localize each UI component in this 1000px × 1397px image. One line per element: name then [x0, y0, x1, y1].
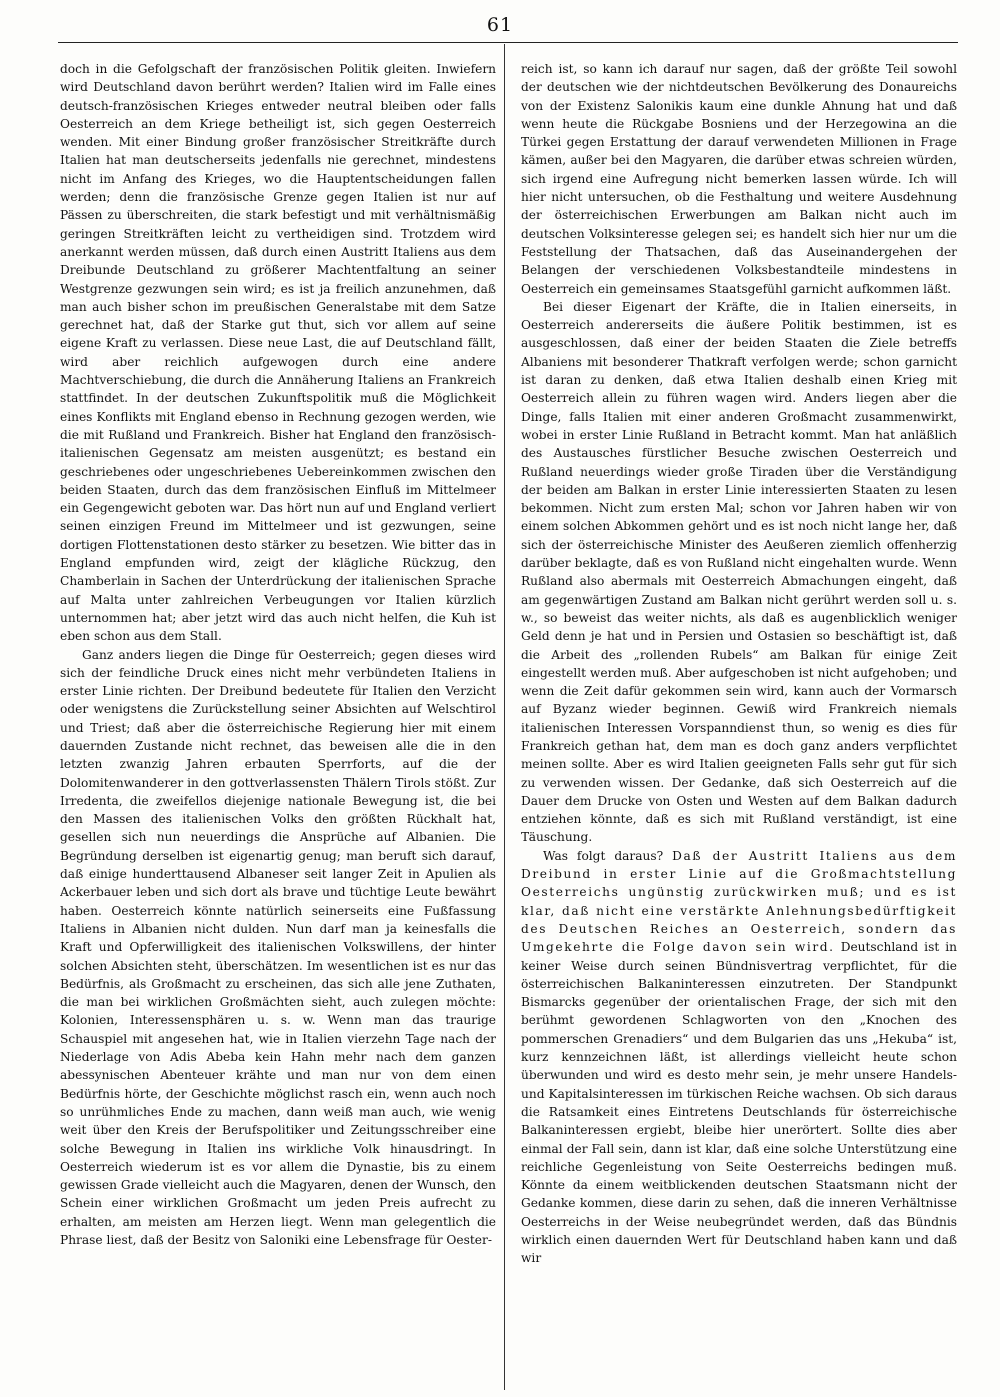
paragraph: [521, 847, 957, 1268]
right-column: [521, 60, 957, 1388]
page-number: 61: [486, 14, 514, 36]
paragraph: Ganz anders liegen die Dinge für Oesterreich; gegen dieses wird sich der feindliche Druck eines nicht mehr verbündeten Italiens in erster Linie richten. Der Dreibund bedeutete für Italien den Verzicht oder wenigstens die Zurückstellung seiner Absichten auf Welschtirol und Triest; daß aber die österreichische Regierung hier mit einem dauernden Zustande nicht rechnet, das beweisen alle die in den letzten zwanzig Jahren erbauten Sperrforts, auf die der Dolomitenwanderer in den gottverlassensten Thälern Tirols stößt. Zur Irredenta, die zweifellos diejenige nationale Bewegung ist, die bei den Massen des italienischen Volks den größten Rückhalt hat, gesellen sich nun neuerdings die Ansprüche auf Albanien. Die Begründung derselben ist eigenartig genug; man beruft sich darauf, daß einige hunderttausend Albaneser seit langer Zeit in Apulien als Ackerbauer leben und sich dort als brave und tüchtige Leute bewährt haben. Oesterreich könnte natürlich seinerseits eine Fußfassung Italiens in Albanien nicht dulden. Nun darf man ja keinesfalls die Kraft und Opferwilligkeit des italienischen Volkswillens, der hinter solchen Absichten steht, überschätzen. Im wesentlichen ist es nur das Bedürfnis, als Großmacht zu erscheinen, das sich alle jene Zuthaten, die man bei wirklichen Großmächten sieht, auch zulegen möchte: Kolonien, Interessensphären u. s. w. Wenn man das traurige Schauspiel mit angesehen hat, wie in Italien vierzehn Tage nach der Niederlage von Adis Abeba kein Hahn mehr nach dem ganzen abessynischen Abenteuer krähte und man nur von dem einen Bedürfnis hörte, der Geschichte möglichst rasch ein, wenn auch noch so unrühmliches Ende zu machen, dann weiß man auch, wie wenig weit über den Kreis der Berufspolitiker und Zeitungsschreiber eine solche Bewegung in Italien ins wirkliche Volk hinausdringt. In Oesterreich wiederum ist es vor allem die Dynastie, bis zu einem gewissen Grade vielleicht auch die Magyaren, denen der Wunsch, den Schein einer wirklichen Großmacht um jeden Preis aufrecht zu erhalten, am meisten am Herzen liegt. Wenn man gelegentlich die Phrase liest, daß der Besitz von Saloniki eine Lebensfrage für Oester-: [60, 647, 496, 1247]
paragraph: Bei dieser Eigenart der Kräfte, die in Italien einerseits, in Oesterreich andererseits die äußere Politik bestimmen, ist es ausgeschlossen, daß einer der beiden Staaten die Ziele betreffs Albaniens mit besonderer Thatkraft verfolgen werde; schon garnicht ist daran zu denken, daß etwa Italien deshalb einen Krieg mit Oesterreich allein zu führen wagen wird. Anders liegen aber die Dinge, falls Italien mit einer anderen Großmacht zusammenwirkt, wobei in erster Linie Rußland in Betracht kommt. Man hat anläßlich des Austausches fürstlicher Besuche zwischen Oesterreich und Rußland neuerdings wieder große Tiraden über die Verständigung der beiden am Balkan in erster Linie interessierten Staaten zu lesen bekommen. Nicht zum ersten Mal; schon vor Jahren haben wir von einem solchen Abkommen gehört und es ist noch nicht lange her, daß sich der österreichische Minister des Aeußeren ziemlich offenherzig darüber beklagte, daß es von Rußland nicht eingehalten wurde. Wenn Rußland also abermals mit Oesterreich Abmachungen eingeht, daß am gegenwärtigen Zustand am Balkan nicht gerührt werden soll u. s. w., so beweist das weiter nichts, als daß es augenblicklich weniger Geld denn je hat und in Persien und Ostasien so beschäftigt ist, daß die Arbeit des „rollenden Rubels“ am Balkan für einige Zeit eingestellt werden muß. Aber aufgeschoben ist nicht aufgehoben; und wenn die Zeit dafür gekommen sein wird, kann auch der Vormarsch auf Byzanz wieder beginnen. Gewiß wird Frankreich niemals italienischen Interessen Vorspanndienst thun, so wenig es dies für Frankreich gethan hat, dem man es doch ganz anders verpflichtet meinen sollte. Aber es wird Italien geeigneten Falls sehr gut für sich zu verwenden wissen. Der Gedanke, daß sich Oesterreich auf die Dauer dem Drucke von Osten und Westen auf dem Balkan dadurch entziehen könnte, daß es sich mit Rußland verständigt, ist eine Täuschung.: [521, 299, 957, 845]
paragraph: reich ist, so kann ich darauf nur sagen, daß der größte Teil sowohl der deutschen wie der nichtdeutschen Bevölkerung des Donaureichs von der Existenz Salonikis kaum eine dunkle Ahnung hat und daß wenn heute die Rückgabe Bosniens und der Herzegowina an die Türkei gegen Erstattung der darauf verwendeten Millionen in Frage kämen, außer bei den Magyaren, die darüber etwas schreien würden, sich irgend eine Aufregung nicht bemerken lassen würde. Ich will hier nicht untersuchen, ob die Festhaltung und weitere Ausdehnung der österreichischen Erwerbungen am Balkan nicht auch im deutschen Volksinteresse gelegen sei; es handelt sich hier nur um die Feststellung der Thatsachen, daß das Auseinandergehen der Belangen der verschiedenen Volksbestandteile mindestens in Oesterreich ein gemeinsames Staatsgefühl garnicht aufkommen läßt.: [521, 62, 957, 296]
paragraph-lead: Was folgt daraus?: [543, 848, 664, 863]
paragraph-text: Deutschland ist in keiner Weise durch seinen Bündnisvertrag verpflichtet, für die österreichischen Balkaninteressen einzutreten. Der Standpunkt Bismarcks gegenüber der orientalischen Frage, der sich mit den berühmt gewordenen Schlagworten von den „Knochen des pommerschen Grenadiers“ und dem Bulgarien das uns „Hekuba“ ist, kurz kennzeichnen läßt, ist allerdings vielleicht heute schon überwunden und wird es desto mehr sein, je mehr unsere Handels- und Kapitalsinteressen im türkischen Reiche wachsen. Ob sich daraus die Ratsamkeit eines Eintretens Deutschlands für österreichische Balkaninteressen ergiebt, bleibe hier unerörtert. Sollte dies aber einmal der Fall sein, dann ist klar, daß eine solche Unterstützung eine reichliche Gegenleistung von Seite Oesterreichs bedingen muß. Könnte da einem weitblickenden deutschen Staatsmann nicht der Gedanke kommen, diese darin zu sehen, daß die inneren Verhältnisse Oesterreichs in der Weise neubegründet werden, daß das Bündnis wirklich einen dauernden Wert für Deutschland haben kann und daß wir: [521, 940, 957, 1266]
paragraph: doch in die Gefolgschaft der französischen Politik gleiten. Inwiefern wird Deutschland davon berührt werden? Italien wird im Falle eines deutsch-französischen Krieges entweder neutral bleiben oder falls Oesterreich an dem Kriege betheiligt ist, sich gegen Oesterreich wenden. Mit einer Bindung großer französischer Streitkräfte durch Italien hat man deutscherseits jedenfalls nie gerechnet, mindestens nicht im Anfang des Krieges, wo die Hauptentscheidungen fallen werden; denn die französische Grenze gegen Italien ist nur auf Pässen zu überschreiten, die stark befestigt und mit verhältnismäßig geringen Streitkräften leicht zu vertheidigen sind. Trotzdem wird anerkannt werden müssen, daß durch einen Austritt Italiens aus dem Dreibunde Deutschland zu größerer Machtentfaltung an seiner Westgrenze gezwungen sein wird; es ist ja freilich anzunehmen, daß man auch bisher schon im preußischen Generalstabe mit dem Satze gerechnet hat, daß der Starke gut thut, sich vor allem auf seine eigene Kraft zu verlassen. Diese neue Last, die auf Deutschland fällt, wird aber reichlich aufgewogen durch eine andere Machtverschiebung, die durch die Annäherung Italiens an Frankreich stattfindet. In der deutschen Zukunftspolitik muß die Möglichkeit eines Konflikts mit England ebenso in Rechnung gezogen werden, wie die mit Rußland und Frankreich. Bisher hat England den französisch-italienischen Gegensatz am meisten ausgenützt; es bestand ein geschriebenes oder ungeschriebenes Uebereinkommen zwischen den beiden Staaten, durch das dem französischen Einfluß im Mittelmeer ein Gegengewicht geboten war. Das hört nun auf und England verliert seinen einzigen Freund im Mittelmeer und ist gezwungen, seine dortigen Flottenstationen desto stärker zu besetzen. Wie bitter das in England empfunden wird, zeigt der klägliche Rückzug, den Chamberlain in Sachen der Unterdrückung der italienischen Sprache auf Malta unter zahlreichen Verbeugungen vor Italien kürzlich unternommen hat; aber jetzt wird das auch nicht helfen, die Kuh ist eben schon aus dem Stall.: [60, 62, 496, 644]
emphasized-text: Daß der Austritt Italiens aus dem Dreibund in erster Linie auf die Großmachtstellung Oesterreichs ungünstig zurückwirken muß; und es ist klar, daß nicht eine verstärkte Anlehnungsbedürftigkeit des Deutschen Reiches an Oesterreich, sondern das Umgekehrte die Folge davon sein wird.: [521, 848, 957, 955]
column-divider: [504, 44, 505, 1390]
header-rule: [58, 42, 958, 43]
left-column: [60, 60, 496, 1388]
